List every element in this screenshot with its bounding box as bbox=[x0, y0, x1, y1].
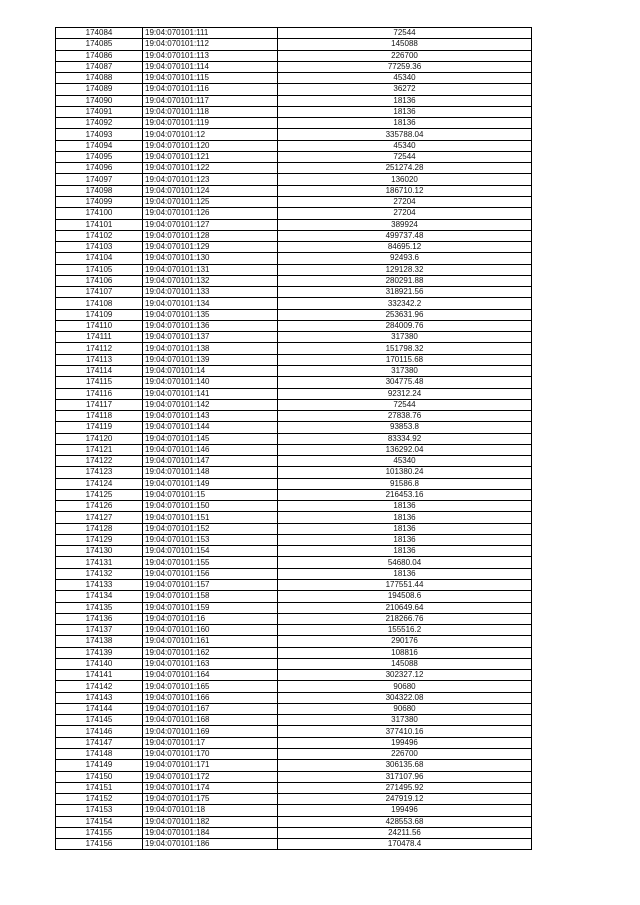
row-id-cell: 174115 bbox=[56, 377, 143, 388]
table-row bbox=[56, 523, 532, 534]
value-cell: 199496 bbox=[278, 805, 532, 816]
value-cell: 77259.36 bbox=[278, 61, 532, 72]
row-id-cell: 174139 bbox=[56, 647, 143, 658]
row-id-cell: 174141 bbox=[56, 670, 143, 681]
row-id-cell: 174152 bbox=[56, 794, 143, 805]
value-cell: 216453.16 bbox=[278, 489, 532, 500]
cadastral-number-cell: 19:04:070101:174 bbox=[143, 782, 278, 793]
value-cell: 218266.76 bbox=[278, 613, 532, 624]
table-row bbox=[56, 185, 532, 196]
cadastral-number-cell: 19:04:070101:184 bbox=[143, 827, 278, 838]
cadastral-number-cell: 19:04:070101:144 bbox=[143, 422, 278, 433]
row-id-cell: 174099 bbox=[56, 196, 143, 207]
value-cell: 304322.08 bbox=[278, 692, 532, 703]
table-row bbox=[56, 365, 532, 376]
table-row bbox=[56, 73, 532, 84]
cadastral-number-cell: 19:04:070101:158 bbox=[143, 591, 278, 602]
row-id-cell: 174113 bbox=[56, 354, 143, 365]
row-id-cell: 174155 bbox=[56, 827, 143, 838]
value-cell: 90680 bbox=[278, 703, 532, 714]
table-row bbox=[56, 512, 532, 523]
table-row bbox=[56, 320, 532, 331]
value-cell: 210649.64 bbox=[278, 602, 532, 613]
value-cell: 72544 bbox=[278, 399, 532, 410]
value-cell: 318921.56 bbox=[278, 287, 532, 298]
value-cell: 302327.12 bbox=[278, 670, 532, 681]
value-cell: 136292.04 bbox=[278, 444, 532, 455]
cadastral-number-cell: 19:04:070101:171 bbox=[143, 760, 278, 771]
table-row bbox=[56, 28, 532, 39]
row-id-cell: 174088 bbox=[56, 73, 143, 84]
row-id-cell: 174126 bbox=[56, 501, 143, 512]
cadastral-number-cell: 19:04:070101:125 bbox=[143, 196, 278, 207]
cadastral-number-cell: 19:04:070101:123 bbox=[143, 174, 278, 185]
value-cell: 129128.32 bbox=[278, 264, 532, 275]
cadastral-number-cell: 19:04:070101:148 bbox=[143, 467, 278, 478]
row-id-cell: 174097 bbox=[56, 174, 143, 185]
table-row bbox=[56, 174, 532, 185]
table-row bbox=[56, 805, 532, 816]
cadastral-number-cell: 19:04:070101:14 bbox=[143, 365, 278, 376]
table-row bbox=[56, 467, 532, 478]
row-id-cell: 174118 bbox=[56, 411, 143, 422]
cadastral-number-cell: 19:04:070101:116 bbox=[143, 84, 278, 95]
value-cell: 332342.2 bbox=[278, 298, 532, 309]
value-cell: 45340 bbox=[278, 456, 532, 467]
row-id-cell: 174117 bbox=[56, 399, 143, 410]
row-id-cell: 174121 bbox=[56, 444, 143, 455]
table-row bbox=[56, 602, 532, 613]
row-id-cell: 174137 bbox=[56, 625, 143, 636]
row-id-cell: 174101 bbox=[56, 219, 143, 230]
table-row bbox=[56, 309, 532, 320]
table-row bbox=[56, 749, 532, 760]
value-cell: 170478.4 bbox=[278, 839, 532, 850]
table-row bbox=[56, 827, 532, 838]
value-cell: 27204 bbox=[278, 208, 532, 219]
table-row bbox=[56, 264, 532, 275]
value-cell: 251274.28 bbox=[278, 163, 532, 174]
row-id-cell: 174109 bbox=[56, 309, 143, 320]
cadastral-number-cell: 19:04:070101:159 bbox=[143, 602, 278, 613]
row-id-cell: 174119 bbox=[56, 422, 143, 433]
cadastral-number-cell: 19:04:070101:154 bbox=[143, 546, 278, 557]
value-cell: 317380 bbox=[278, 332, 532, 343]
row-id-cell: 174114 bbox=[56, 365, 143, 376]
row-id-cell: 174142 bbox=[56, 681, 143, 692]
value-cell: 18136 bbox=[278, 534, 532, 545]
cadastral-number-cell: 19:04:070101:164 bbox=[143, 670, 278, 681]
value-cell: 18136 bbox=[278, 512, 532, 523]
row-id-cell: 174150 bbox=[56, 771, 143, 782]
cadastral-number-cell: 19:04:070101:127 bbox=[143, 219, 278, 230]
table-row bbox=[56, 456, 532, 467]
value-cell: 91586.8 bbox=[278, 478, 532, 489]
value-cell: 92493.6 bbox=[278, 253, 532, 264]
value-cell: 93853.8 bbox=[278, 422, 532, 433]
value-cell: 136020 bbox=[278, 174, 532, 185]
cadastral-number-cell: 19:04:070101:161 bbox=[143, 636, 278, 647]
row-id-cell: 174128 bbox=[56, 523, 143, 534]
row-id-cell: 174148 bbox=[56, 749, 143, 760]
cadastral-number-cell: 19:04:070101:140 bbox=[143, 377, 278, 388]
cadastral-number-cell: 19:04:070101:112 bbox=[143, 39, 278, 50]
row-id-cell: 174086 bbox=[56, 50, 143, 61]
row-id-cell: 174089 bbox=[56, 84, 143, 95]
table-row bbox=[56, 106, 532, 117]
row-id-cell: 174111 bbox=[56, 332, 143, 343]
table-row bbox=[56, 332, 532, 343]
row-id-cell: 174122 bbox=[56, 456, 143, 467]
row-id-cell: 174102 bbox=[56, 230, 143, 241]
value-cell: 306135.68 bbox=[278, 760, 532, 771]
value-cell: 499737.48 bbox=[278, 230, 532, 241]
table-row bbox=[56, 489, 532, 500]
row-id-cell: 174093 bbox=[56, 129, 143, 140]
table-row bbox=[56, 411, 532, 422]
cadastral-number-cell: 19:04:070101:162 bbox=[143, 647, 278, 658]
table-row bbox=[56, 658, 532, 669]
table-row bbox=[56, 242, 532, 253]
value-cell: 72544 bbox=[278, 151, 532, 162]
cadastral-number-cell: 19:04:070101:121 bbox=[143, 151, 278, 162]
cadastral-number-cell: 19:04:070101:16 bbox=[143, 613, 278, 624]
table-row bbox=[56, 839, 532, 850]
table-row bbox=[56, 343, 532, 354]
cadastral-number-cell: 19:04:070101:167 bbox=[143, 703, 278, 714]
table-row bbox=[56, 377, 532, 388]
value-cell: 155516.2 bbox=[278, 625, 532, 636]
table-row bbox=[56, 354, 532, 365]
cadastral-number-cell: 19:04:070101:141 bbox=[143, 388, 278, 399]
cadastral-number-cell: 19:04:070101:130 bbox=[143, 253, 278, 264]
table-row bbox=[56, 39, 532, 50]
cadastral-number-cell: 19:04:070101:124 bbox=[143, 185, 278, 196]
table-row bbox=[56, 647, 532, 658]
cadastral-number-cell: 19:04:070101:143 bbox=[143, 411, 278, 422]
value-cell: 18136 bbox=[278, 546, 532, 557]
value-cell: 290176 bbox=[278, 636, 532, 647]
row-id-cell: 174123 bbox=[56, 467, 143, 478]
cadastral-number-cell: 19:04:070101:186 bbox=[143, 839, 278, 850]
table-row bbox=[56, 715, 532, 726]
cadastral-number-cell: 19:04:070101:133 bbox=[143, 287, 278, 298]
cadastral-number-cell: 19:04:070101:128 bbox=[143, 230, 278, 241]
value-cell: 317380 bbox=[278, 715, 532, 726]
row-id-cell: 174145 bbox=[56, 715, 143, 726]
value-cell: 280291.88 bbox=[278, 275, 532, 286]
row-id-cell: 174108 bbox=[56, 298, 143, 309]
cadastral-number-cell: 19:04:070101:134 bbox=[143, 298, 278, 309]
cadastral-number-cell: 19:04:070101:168 bbox=[143, 715, 278, 726]
table-body bbox=[56, 28, 532, 850]
row-id-cell: 174098 bbox=[56, 185, 143, 196]
cadastral-number-cell: 19:04:070101:119 bbox=[143, 118, 278, 129]
table-row bbox=[56, 388, 532, 399]
table-row bbox=[56, 287, 532, 298]
row-id-cell: 174138 bbox=[56, 636, 143, 647]
table-row bbox=[56, 95, 532, 106]
table-row bbox=[56, 399, 532, 410]
cadastral-number-cell: 19:04:070101:156 bbox=[143, 568, 278, 579]
row-id-cell: 174132 bbox=[56, 568, 143, 579]
table-row bbox=[56, 140, 532, 151]
value-cell: 84695.12 bbox=[278, 242, 532, 253]
cadastral-number-cell: 19:04:070101:136 bbox=[143, 320, 278, 331]
table-row bbox=[56, 219, 532, 230]
value-cell: 317380 bbox=[278, 365, 532, 376]
value-cell: 151798.32 bbox=[278, 343, 532, 354]
row-id-cell: 174104 bbox=[56, 253, 143, 264]
cadastral-number-cell: 19:04:070101:126 bbox=[143, 208, 278, 219]
table-row bbox=[56, 737, 532, 748]
table-row bbox=[56, 794, 532, 805]
table-row bbox=[56, 636, 532, 647]
row-id-cell: 174135 bbox=[56, 602, 143, 613]
table-row bbox=[56, 422, 532, 433]
cadastral-number-cell: 19:04:070101:152 bbox=[143, 523, 278, 534]
row-id-cell: 174130 bbox=[56, 546, 143, 557]
row-id-cell: 174092 bbox=[56, 118, 143, 129]
value-cell: 18136 bbox=[278, 118, 532, 129]
cadastral-number-cell: 19:04:070101:147 bbox=[143, 456, 278, 467]
row-id-cell: 174103 bbox=[56, 242, 143, 253]
value-cell: 92312.24 bbox=[278, 388, 532, 399]
cadastral-number-cell: 19:04:070101:120 bbox=[143, 140, 278, 151]
table-row bbox=[56, 568, 532, 579]
table-row bbox=[56, 118, 532, 129]
value-cell: 108816 bbox=[278, 647, 532, 658]
value-cell: 18136 bbox=[278, 106, 532, 117]
row-id-cell: 174120 bbox=[56, 433, 143, 444]
table-row bbox=[56, 253, 532, 264]
table-row bbox=[56, 501, 532, 512]
cadastral-number-cell: 19:04:070101:145 bbox=[143, 433, 278, 444]
row-id-cell: 174085 bbox=[56, 39, 143, 50]
value-cell: 335788.04 bbox=[278, 129, 532, 140]
cadastral-number-cell: 19:04:070101:151 bbox=[143, 512, 278, 523]
row-id-cell: 174110 bbox=[56, 320, 143, 331]
table-row bbox=[56, 591, 532, 602]
table-row bbox=[56, 692, 532, 703]
row-id-cell: 174153 bbox=[56, 805, 143, 816]
table-row bbox=[56, 208, 532, 219]
value-cell: 317107.96 bbox=[278, 771, 532, 782]
cadastral-number-cell: 19:04:070101:169 bbox=[143, 726, 278, 737]
value-cell: 45340 bbox=[278, 73, 532, 84]
cadastral-number-cell: 19:04:070101:12 bbox=[143, 129, 278, 140]
cadastral-number-cell: 19:04:070101:170 bbox=[143, 749, 278, 760]
row-id-cell: 174140 bbox=[56, 658, 143, 669]
value-cell: 271495.92 bbox=[278, 782, 532, 793]
row-id-cell: 174096 bbox=[56, 163, 143, 174]
cadastral-number-cell: 19:04:070101:137 bbox=[143, 332, 278, 343]
row-id-cell: 174112 bbox=[56, 343, 143, 354]
value-cell: 18136 bbox=[278, 95, 532, 106]
table-row bbox=[56, 298, 532, 309]
cadastral-number-cell: 19:04:070101:135 bbox=[143, 309, 278, 320]
table-row bbox=[56, 534, 532, 545]
row-id-cell: 174149 bbox=[56, 760, 143, 771]
value-cell: 18136 bbox=[278, 523, 532, 534]
cadastral-number-cell: 19:04:070101:115 bbox=[143, 73, 278, 84]
value-cell: 24211.56 bbox=[278, 827, 532, 838]
row-id-cell: 174133 bbox=[56, 580, 143, 591]
cadastral-number-cell: 19:04:070101:117 bbox=[143, 95, 278, 106]
value-cell: 377410.16 bbox=[278, 726, 532, 737]
cadastral-number-cell: 19:04:070101:165 bbox=[143, 681, 278, 692]
row-id-cell: 174143 bbox=[56, 692, 143, 703]
row-id-cell: 174106 bbox=[56, 275, 143, 286]
value-cell: 45340 bbox=[278, 140, 532, 151]
table-row bbox=[56, 129, 532, 140]
value-cell: 247919.12 bbox=[278, 794, 532, 805]
table-row bbox=[56, 444, 532, 455]
cadastral-number-cell: 19:04:070101:153 bbox=[143, 534, 278, 545]
value-cell: 177551.44 bbox=[278, 580, 532, 591]
value-cell: 101380.24 bbox=[278, 467, 532, 478]
value-cell: 170115.68 bbox=[278, 354, 532, 365]
value-cell: 18136 bbox=[278, 501, 532, 512]
table-row bbox=[56, 703, 532, 714]
table-row bbox=[56, 613, 532, 624]
row-id-cell: 174100 bbox=[56, 208, 143, 219]
value-cell: 226700 bbox=[278, 749, 532, 760]
value-cell: 90680 bbox=[278, 681, 532, 692]
value-cell: 226700 bbox=[278, 50, 532, 61]
table-row bbox=[56, 625, 532, 636]
table-row bbox=[56, 546, 532, 557]
value-cell: 284009.76 bbox=[278, 320, 532, 331]
table-row bbox=[56, 478, 532, 489]
cadastral-number-cell: 19:04:070101:182 bbox=[143, 816, 278, 827]
table-row bbox=[56, 61, 532, 72]
row-id-cell: 174087 bbox=[56, 61, 143, 72]
cadastral-number-cell: 19:04:070101:17 bbox=[143, 737, 278, 748]
cadastral-number-cell: 19:04:070101:175 bbox=[143, 794, 278, 805]
value-cell: 186710.12 bbox=[278, 185, 532, 196]
cadastral-number-cell: 19:04:070101:131 bbox=[143, 264, 278, 275]
row-id-cell: 174095 bbox=[56, 151, 143, 162]
row-id-cell: 174107 bbox=[56, 287, 143, 298]
row-id-cell: 174125 bbox=[56, 489, 143, 500]
cadastral-number-cell: 19:04:070101:166 bbox=[143, 692, 278, 703]
table-row bbox=[56, 760, 532, 771]
row-id-cell: 174094 bbox=[56, 140, 143, 151]
value-cell: 199496 bbox=[278, 737, 532, 748]
cadastral-number-cell: 19:04:070101:146 bbox=[143, 444, 278, 455]
value-cell: 389924 bbox=[278, 219, 532, 230]
value-cell: 83334.92 bbox=[278, 433, 532, 444]
row-id-cell: 174105 bbox=[56, 264, 143, 275]
cadastral-number-cell: 19:04:070101:163 bbox=[143, 658, 278, 669]
table-row bbox=[56, 557, 532, 568]
value-cell: 304775.48 bbox=[278, 377, 532, 388]
row-id-cell: 174127 bbox=[56, 512, 143, 523]
cadastral-number-cell: 19:04:070101:111 bbox=[143, 28, 278, 39]
cadastral-number-cell: 19:04:070101:160 bbox=[143, 625, 278, 636]
table-row bbox=[56, 580, 532, 591]
row-id-cell: 174144 bbox=[56, 703, 143, 714]
value-cell: 27204 bbox=[278, 196, 532, 207]
row-id-cell: 174136 bbox=[56, 613, 143, 624]
table-row bbox=[56, 670, 532, 681]
table-row bbox=[56, 433, 532, 444]
row-id-cell: 174151 bbox=[56, 782, 143, 793]
row-id-cell: 174146 bbox=[56, 726, 143, 737]
cadastral-number-cell: 19:04:070101:122 bbox=[143, 163, 278, 174]
table-row bbox=[56, 771, 532, 782]
row-id-cell: 174091 bbox=[56, 106, 143, 117]
table-row bbox=[56, 275, 532, 286]
cadastral-number-cell: 19:04:070101:138 bbox=[143, 343, 278, 354]
table-row bbox=[56, 681, 532, 692]
row-id-cell: 174124 bbox=[56, 478, 143, 489]
cadastral-number-cell: 19:04:070101:155 bbox=[143, 557, 278, 568]
value-cell: 145088 bbox=[278, 39, 532, 50]
table-row bbox=[56, 196, 532, 207]
cadastral-number-cell: 19:04:070101:118 bbox=[143, 106, 278, 117]
cadastral-number-cell: 19:04:070101:15 bbox=[143, 489, 278, 500]
value-cell: 54680.04 bbox=[278, 557, 532, 568]
cadastral-number-cell: 19:04:070101:150 bbox=[143, 501, 278, 512]
value-cell: 194508.6 bbox=[278, 591, 532, 602]
row-id-cell: 174131 bbox=[56, 557, 143, 568]
table-row bbox=[56, 50, 532, 61]
cadastral-number-cell: 19:04:070101:129 bbox=[143, 242, 278, 253]
cadastral-number-cell: 19:04:070101:157 bbox=[143, 580, 278, 591]
value-cell: 428553.68 bbox=[278, 816, 532, 827]
cadastral-number-cell: 19:04:070101:113 bbox=[143, 50, 278, 61]
row-id-cell: 174134 bbox=[56, 591, 143, 602]
value-cell: 27838.76 bbox=[278, 411, 532, 422]
cadastral-number-cell: 19:04:070101:18 bbox=[143, 805, 278, 816]
cadastral-number-cell: 19:04:070101:149 bbox=[143, 478, 278, 489]
table-row bbox=[56, 816, 532, 827]
row-id-cell: 174084 bbox=[56, 28, 143, 39]
cadastral-number-cell: 19:04:070101:139 bbox=[143, 354, 278, 365]
cadastral-number-cell: 19:04:070101:114 bbox=[143, 61, 278, 72]
table-row bbox=[56, 163, 532, 174]
row-id-cell: 174116 bbox=[56, 388, 143, 399]
value-cell: 18136 bbox=[278, 568, 532, 579]
table-row bbox=[56, 782, 532, 793]
value-cell: 36272 bbox=[278, 84, 532, 95]
row-id-cell: 174129 bbox=[56, 534, 143, 545]
cadastral-number-cell: 19:04:070101:142 bbox=[143, 399, 278, 410]
row-id-cell: 174090 bbox=[56, 95, 143, 106]
row-id-cell: 174156 bbox=[56, 839, 143, 850]
table-row bbox=[56, 726, 532, 737]
row-id-cell: 174154 bbox=[56, 816, 143, 827]
table-row bbox=[56, 230, 532, 241]
cadastral-number-cell: 19:04:070101:132 bbox=[143, 275, 278, 286]
cadastral-number-cell: 19:04:070101:172 bbox=[143, 771, 278, 782]
value-cell: 145088 bbox=[278, 658, 532, 669]
value-cell: 72544 bbox=[278, 28, 532, 39]
table-row bbox=[56, 84, 532, 95]
table-row bbox=[56, 151, 532, 162]
data-table bbox=[55, 27, 532, 850]
value-cell: 253631.96 bbox=[278, 309, 532, 320]
row-id-cell: 174147 bbox=[56, 737, 143, 748]
